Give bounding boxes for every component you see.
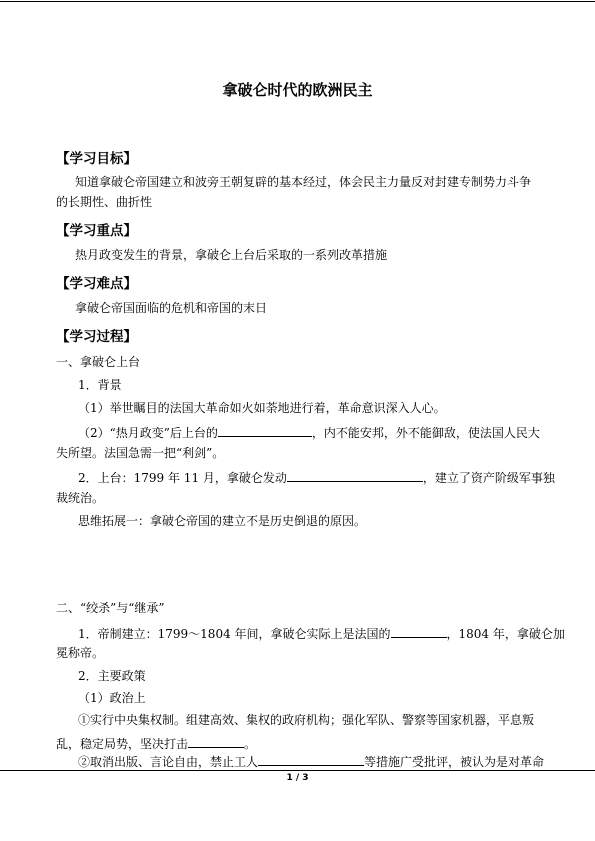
part1-heading: 一、拿破仑上台 <box>56 355 141 369</box>
part1-rise-text-a: 2．上台：1799 年 11 月，拿破仑发动 <box>78 471 287 485</box>
section-heading-process: 【学习过程】 <box>56 329 137 345</box>
header-rule <box>0 1 595 2</box>
goal-text-line1: 知道拿破仑帝国建立和波旁王朝复辟的基本经过，体会民主力量反对封建专制势力斗争 <box>75 175 532 189</box>
fill-blank-input[interactable] <box>287 469 423 482</box>
goal-text-line2: 的长期性、曲折性 <box>56 195 153 209</box>
part1-thinking: 思维拓展一：拿破仑帝国的建立不是历史倒退的原因。 <box>78 514 367 528</box>
part2-politics-item2-text-a: ②取消出版、言论自由，禁止工人 <box>78 755 259 769</box>
part1-background-item2-text-a: （2）“热月政变”后上台的 <box>78 426 218 440</box>
section-heading-difficulty: 【学习难点】 <box>56 276 137 292</box>
part2-politics-item2-text-b: 等措施广受批评，被认为是对革命 <box>364 755 545 769</box>
section-heading-goal: 【学习目标】 <box>56 151 137 167</box>
page-title: 拿破仑时代的欧洲民主 <box>222 81 373 99</box>
part1-background-label: 1．背景 <box>78 378 122 392</box>
part2-empire-cont: 冕称帝。 <box>56 646 105 660</box>
part1-rise-cont: 裁统治。 <box>56 491 105 505</box>
key-text: 热月政变发生的背景，拿破仑上台后采取的一系列改革措施 <box>75 248 388 262</box>
fill-blank-input[interactable] <box>258 753 364 766</box>
part2-politics-item1-text-c: 。 <box>244 737 257 751</box>
part2-heading: 二、“绞杀”与“继承” <box>56 601 165 615</box>
footer-rule <box>0 770 595 771</box>
part2-politics-label: （1）政治上 <box>78 691 146 705</box>
part2-policy-label: 2．主要政策 <box>78 669 146 683</box>
part1-background-item2-cont: 失所望。法国急需一把“利剑”。 <box>56 446 225 460</box>
fill-blank-input[interactable] <box>188 735 244 748</box>
part2-politics-item2 <box>78 753 544 770</box>
part1-rise <box>78 469 555 486</box>
part2-empire-text-a: 1．帝制建立：1799～1804 年间，拿破仑实际上是法国的 <box>78 627 391 641</box>
fill-blank-input[interactable] <box>218 424 312 437</box>
section-heading-key: 【学习重点】 <box>56 223 137 239</box>
part2-politics-item1: ①实行中央集权制。组建高效、集权的政府机构；强化军队、警察等国家机器，平息叛 <box>78 713 535 727</box>
part1-background-item2 <box>78 424 540 441</box>
part1-background-item1: （1）举世瞩目的法国大革命如火如荼地进行着，革命意识深入人心。 <box>78 401 446 415</box>
part1-background-item2-text-b: ，内不能安邦，外不能御敌，使法国人民大 <box>311 426 540 440</box>
fill-blank-input[interactable] <box>391 625 447 638</box>
part2-politics-item1-cont <box>56 735 256 752</box>
part2-empire-text-b: ，1804 年，拿破仑加 <box>446 627 565 641</box>
page-number: 1 / 3 <box>286 773 309 783</box>
part2-politics-item1-text-b: 乱，稳定局势，坚决打击 <box>56 737 189 751</box>
part2-empire <box>78 625 565 642</box>
part1-rise-text-b: ，建立了资产阶级军事独 <box>422 471 555 485</box>
difficulty-text: 拿破仑帝国面临的危机和帝国的末日 <box>75 301 268 315</box>
